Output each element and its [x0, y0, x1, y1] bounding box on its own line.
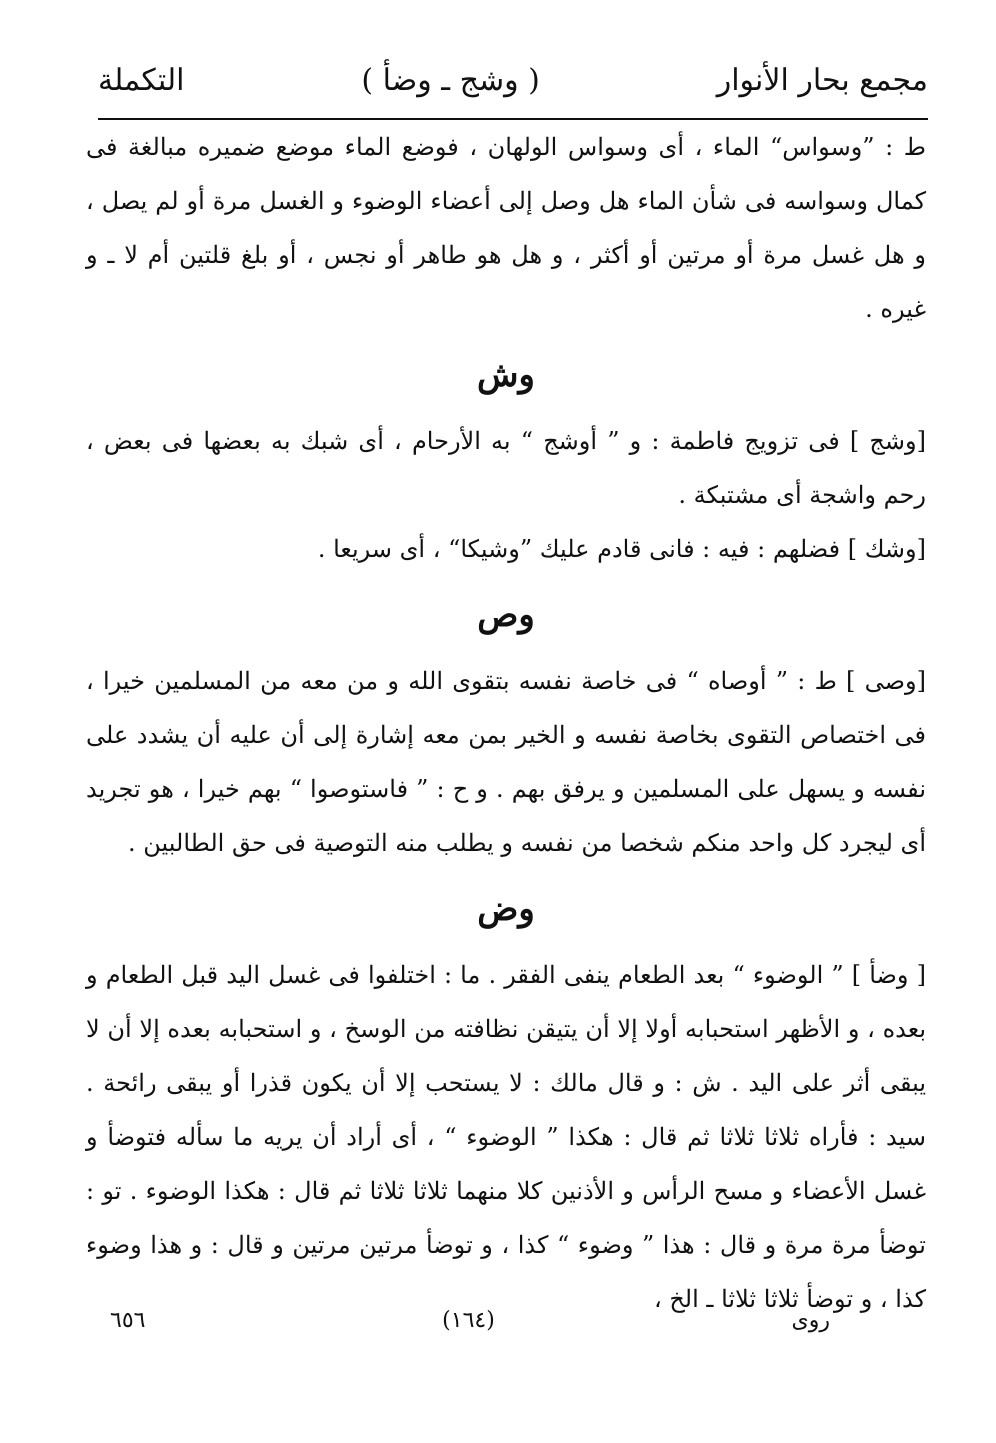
printer-signature: روى — [791, 1307, 830, 1333]
running-header — [98, 50, 928, 110]
intro-paragraph: ط : ”وسواس“ الماء ، أى وسواس الولهان ، فوضع الماء موضع ضميره مبالغة فى كمال وسواسه فى شأن الماء هل وصل إلى أعضاء الوضوء و الغسل مرة أو لم يصل ، و هل غسل مرة أو مرتين أو أكثر ، و هل هو طاهر أو نجس ، أو بلغ قلتين أم لا ـ و غيره . — [86, 133, 926, 323]
page-footer — [110, 1300, 830, 1340]
entry-wada: [ وضأ ] ” الوضوء “ بعد الطعام ينفى الفقر . ما : اختلفوا فى غسل اليد قبل الطعام و بعده ، و الأظهر استحبابه أولا إلا أن يتيقن نظافته من الوسخ ، و استحبابه بعده إلا أن لا يبقى أثر على اليد . ش : و قال مالك : لا يستحب إلا أن يكون قذرا أو يبقى رائحة . سيد : فأراه ثلاثا ثلاثا ثم قال : هكذا ” الوضوء “ ، أى أراد أن يريه ما سأله فتوضأ و غسل الأعضاء و مسح الرأس و الأذنين كلا منهما ثلاثا ثلاثا ثم قال : هكذا الوضوء . تو : توضأ مرة مرة و قال : هذا ” وضوء “ كذا ، و توضأ مرتين مرتين و قال : و هذا وضوء كذا ، و توضأ ثلاثا ثلاثا ـ الخ ، — [86, 961, 927, 1313]
entry-washaka: [وشك ] فضلهم : فيه : فانى قادم عليك ”وشيكا“ ، أى سريعا . — [317, 535, 926, 563]
entry-washaja: [وشج ] فى تزويج فاطمة : و ” أوشج “ به الأرحام ، أى شبك به بعضها فى بعض ، رحم واشجة أى مشتبكة . — [86, 427, 926, 509]
header-section-title: التكملة — [98, 62, 185, 98]
sheet-number: (١٦٤) — [442, 1307, 495, 1333]
header-entry-range: ( وشج ـ وضأ ) — [361, 62, 540, 98]
page-body — [86, 120, 926, 1326]
header-book-title: مجمع بحار الأنوار — [716, 62, 928, 98]
page-number: ٦٥٦ — [110, 1307, 146, 1333]
section-heading-wash: وش — [477, 355, 535, 395]
section-heading-was: وص — [477, 595, 535, 635]
section-heading-wad: وض — [477, 889, 535, 929]
entry-wasa: [وصى ] ط : ” أوصاه “ فى خاصة نفسه بتقوى الله و من معه من المسلمين خيرا ، فى اختصاص التقوى بخاصة نفسه و الخير بمن معه إشارة إلى أن عليه أن يشدد على نفسه و يسهل على المسلمين و يرفق بهم . و ح : ” فاستوصوا “ بهم خيرا ، هو تجريد أى ليجرد كل واحد منكم شخصا من نفسه و يطلب منه التوصية فى حق الطالبين . — [86, 667, 927, 857]
